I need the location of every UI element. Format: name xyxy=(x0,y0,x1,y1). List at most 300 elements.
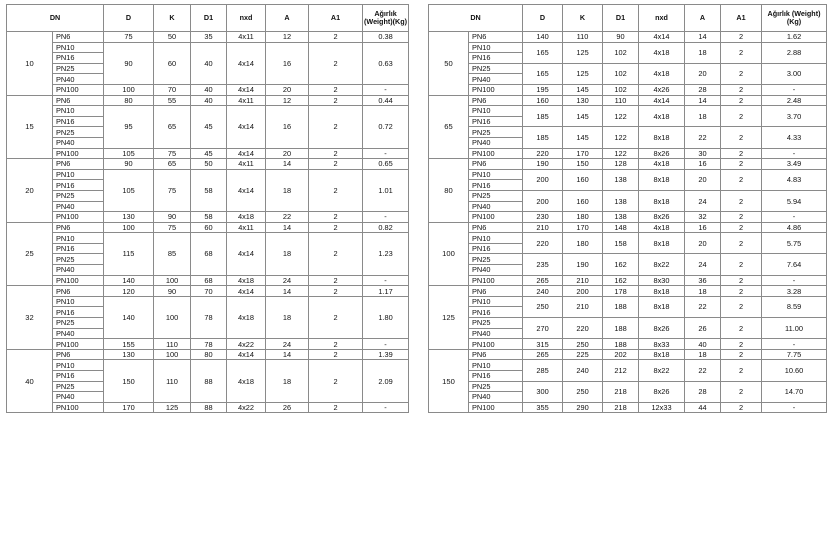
value-cell: - xyxy=(363,275,409,286)
value-cell: 102 xyxy=(603,84,639,95)
value-cell: 4x14 xyxy=(227,148,266,159)
value-cell: 1.80 xyxy=(363,296,409,338)
value-cell: 250 xyxy=(563,339,603,350)
table-row xyxy=(429,95,827,106)
value-cell: 2 xyxy=(721,254,762,275)
value-cell: 5.75 xyxy=(762,233,827,254)
value-cell: 2 xyxy=(721,296,762,317)
dn-cell: 150 xyxy=(429,349,469,413)
value-cell: 22 xyxy=(685,127,721,148)
value-cell: 7.64 xyxy=(762,254,827,275)
column-header: D xyxy=(104,5,154,32)
column-header: A1 xyxy=(309,5,363,32)
value-cell: 110 xyxy=(154,339,191,350)
value-cell: - xyxy=(363,339,409,350)
pn-cell: PN25 xyxy=(469,254,523,265)
value-cell: 220 xyxy=(523,233,563,254)
pn-cell: PN6 xyxy=(53,286,104,297)
dn-cell: 40 xyxy=(7,349,53,413)
value-cell: 4x11 xyxy=(227,32,266,43)
pn-cell: PN40 xyxy=(53,74,104,85)
pn-cell: PN40 xyxy=(469,74,523,85)
pn-cell: PN40 xyxy=(53,137,104,148)
value-cell: 70 xyxy=(154,84,191,95)
value-cell: 2 xyxy=(309,296,363,338)
value-cell: 8x18 xyxy=(639,190,685,211)
value-cell: 2 xyxy=(309,349,363,360)
value-cell: 14 xyxy=(685,95,721,106)
value-cell: 2 xyxy=(309,169,363,211)
value-cell: 100 xyxy=(154,275,191,286)
table-row xyxy=(429,106,827,117)
value-cell: 2.09 xyxy=(363,360,409,402)
column-header: A1 xyxy=(721,5,762,32)
value-cell: 218 xyxy=(603,381,639,402)
value-cell: 8x18 xyxy=(639,296,685,317)
value-cell: 102 xyxy=(603,63,639,84)
pn-cell: PN25 xyxy=(469,381,523,392)
pn-cell: PN10 xyxy=(53,296,104,307)
value-cell: 165 xyxy=(523,63,563,84)
table-row xyxy=(7,402,409,413)
value-cell: 78 xyxy=(191,296,227,338)
value-cell: 4x18 xyxy=(639,63,685,84)
dn-cell: 32 xyxy=(7,286,53,350)
value-cell: 8x22 xyxy=(639,254,685,275)
value-cell: 10.60 xyxy=(762,360,827,381)
pn-cell: PN10 xyxy=(53,360,104,371)
value-cell: 0.72 xyxy=(363,106,409,148)
pn-cell: PN100 xyxy=(53,84,104,95)
value-cell: 20 xyxy=(685,233,721,254)
value-cell: 44 xyxy=(685,402,721,413)
value-cell: 2.48 xyxy=(762,95,827,106)
value-cell: 8x33 xyxy=(639,339,685,350)
value-cell: 24 xyxy=(266,339,309,350)
value-cell: 28 xyxy=(685,84,721,95)
table-row xyxy=(7,286,409,297)
dn-cell: 65 xyxy=(429,95,469,159)
value-cell: 150 xyxy=(563,159,603,170)
flange-table-left xyxy=(6,4,409,413)
value-cell: 4.33 xyxy=(762,127,827,148)
value-cell: 16 xyxy=(685,222,721,233)
value-cell: 2 xyxy=(309,339,363,350)
table-row xyxy=(7,222,409,233)
value-cell: 202 xyxy=(603,349,639,360)
value-cell: 70 xyxy=(191,286,227,297)
table-row xyxy=(429,169,827,180)
table-row xyxy=(7,32,409,43)
pn-cell: PN6 xyxy=(469,286,523,297)
value-cell: 145 xyxy=(563,127,603,148)
value-cell: 68 xyxy=(191,275,227,286)
value-cell: 24 xyxy=(266,275,309,286)
value-cell: 100 xyxy=(154,349,191,360)
value-cell: - xyxy=(762,339,827,350)
column-header: A xyxy=(266,5,309,32)
value-cell: 122 xyxy=(603,106,639,127)
value-cell: 148 xyxy=(603,222,639,233)
table-row xyxy=(429,159,827,170)
value-cell: 55 xyxy=(154,95,191,106)
pn-cell: PN16 xyxy=(469,116,523,127)
value-cell: 26 xyxy=(266,402,309,413)
value-cell: 110 xyxy=(563,32,603,43)
value-cell: 0.65 xyxy=(363,159,409,170)
table-row xyxy=(7,296,409,307)
value-cell: 2 xyxy=(721,318,762,339)
value-cell: 130 xyxy=(104,349,154,360)
pn-cell: PN6 xyxy=(53,159,104,170)
pn-cell: PN6 xyxy=(53,349,104,360)
pn-cell: PN100 xyxy=(469,402,523,413)
table-row xyxy=(7,275,409,286)
value-cell: 7.75 xyxy=(762,349,827,360)
table-row xyxy=(7,233,409,244)
value-cell: 88 xyxy=(191,402,227,413)
value-cell: 2 xyxy=(721,84,762,95)
value-cell: 185 xyxy=(523,106,563,127)
pn-cell: PN100 xyxy=(53,212,104,223)
value-cell: 1.01 xyxy=(363,169,409,211)
value-cell: 2 xyxy=(309,42,363,84)
value-cell: 5.94 xyxy=(762,190,827,211)
value-cell: 170 xyxy=(104,402,154,413)
value-cell: 130 xyxy=(104,212,154,223)
value-cell: 0.44 xyxy=(363,95,409,106)
value-cell: 4x22 xyxy=(227,402,266,413)
value-cell: - xyxy=(363,402,409,413)
table-row xyxy=(429,254,827,265)
value-cell: 8x18 xyxy=(639,169,685,190)
value-cell: 80 xyxy=(191,349,227,360)
pn-cell: PN25 xyxy=(469,190,523,201)
header-row xyxy=(7,5,409,32)
value-cell: 2 xyxy=(721,127,762,148)
value-cell: 8x26 xyxy=(639,381,685,402)
value-cell: 65 xyxy=(154,159,191,170)
value-cell: 2.88 xyxy=(762,42,827,63)
column-header: D xyxy=(523,5,563,32)
value-cell: 3.49 xyxy=(762,159,827,170)
value-cell: 16 xyxy=(266,106,309,148)
pn-cell: PN10 xyxy=(53,42,104,53)
pn-cell: PN6 xyxy=(53,32,104,43)
value-cell: 18 xyxy=(685,286,721,297)
value-cell: 2 xyxy=(721,95,762,106)
value-cell: 95 xyxy=(104,106,154,148)
value-cell: - xyxy=(762,275,827,286)
value-cell: 8x18 xyxy=(639,233,685,254)
value-cell: 4x18 xyxy=(227,296,266,338)
value-cell: 170 xyxy=(563,222,603,233)
value-cell: 235 xyxy=(523,254,563,275)
value-cell: 90 xyxy=(104,159,154,170)
pn-cell: PN100 xyxy=(53,339,104,350)
value-cell: 32 xyxy=(685,212,721,223)
value-cell: 24 xyxy=(685,254,721,275)
pn-cell: PN25 xyxy=(53,63,104,74)
table-row xyxy=(7,148,409,159)
value-cell: 3.28 xyxy=(762,286,827,297)
value-cell: 145 xyxy=(563,106,603,127)
value-cell: 4x18 xyxy=(639,222,685,233)
header-row xyxy=(429,5,827,32)
table-row xyxy=(429,339,827,350)
value-cell: 78 xyxy=(191,339,227,350)
value-cell: 20 xyxy=(266,148,309,159)
table-row xyxy=(7,42,409,53)
pn-cell: PN6 xyxy=(469,32,523,43)
value-cell: 8x26 xyxy=(639,318,685,339)
table-row xyxy=(7,95,409,106)
value-cell: 200 xyxy=(563,286,603,297)
dn-cell: 10 xyxy=(7,32,53,96)
table-row xyxy=(7,360,409,371)
value-cell: 20 xyxy=(685,169,721,190)
value-cell: 180 xyxy=(563,233,603,254)
pn-cell: PN16 xyxy=(469,307,523,318)
column-header: DN xyxy=(7,5,104,32)
dn-cell: 100 xyxy=(429,222,469,286)
pn-cell: PN10 xyxy=(469,42,523,53)
pn-cell: PN40 xyxy=(53,265,104,276)
table-row xyxy=(429,318,827,329)
value-cell: 150 xyxy=(104,360,154,402)
value-cell: - xyxy=(363,148,409,159)
value-cell: 3.00 xyxy=(762,63,827,84)
value-cell: 16 xyxy=(685,159,721,170)
value-cell: 4x18 xyxy=(639,106,685,127)
value-cell: 4x14 xyxy=(227,106,266,148)
value-cell: 4x22 xyxy=(227,339,266,350)
value-cell: 18 xyxy=(266,296,309,338)
value-cell: 18 xyxy=(266,360,309,402)
value-cell: 22 xyxy=(266,212,309,223)
value-cell: 90 xyxy=(603,32,639,43)
value-cell: - xyxy=(363,212,409,223)
value-cell: 2 xyxy=(309,32,363,43)
value-cell: 12 xyxy=(266,32,309,43)
value-cell: 225 xyxy=(563,349,603,360)
table-row xyxy=(7,349,409,360)
value-cell: 138 xyxy=(603,190,639,211)
pn-cell: PN25 xyxy=(53,381,104,392)
value-cell: 58 xyxy=(191,169,227,211)
pn-cell: PN16 xyxy=(469,371,523,382)
pn-cell: PN16 xyxy=(469,53,523,64)
table-row xyxy=(429,32,827,43)
value-cell: 75 xyxy=(104,32,154,43)
value-cell: 4x11 xyxy=(227,159,266,170)
value-cell: 2 xyxy=(721,159,762,170)
table-row xyxy=(429,212,827,223)
value-cell: 158 xyxy=(603,233,639,254)
column-header: nxd xyxy=(227,5,266,32)
value-cell: 2 xyxy=(721,212,762,223)
value-cell: 140 xyxy=(104,275,154,286)
pn-cell: PN100 xyxy=(53,148,104,159)
pn-cell: PN25 xyxy=(469,63,523,74)
value-cell: 250 xyxy=(563,381,603,402)
value-cell: 122 xyxy=(603,148,639,159)
value-cell: 110 xyxy=(603,95,639,106)
value-cell: 40 xyxy=(191,95,227,106)
pn-cell: PN16 xyxy=(53,307,104,318)
value-cell: 8x18 xyxy=(639,349,685,360)
value-cell: 140 xyxy=(104,296,154,338)
dn-cell: 25 xyxy=(7,222,53,286)
value-cell: 130 xyxy=(563,95,603,106)
pn-cell: PN10 xyxy=(53,106,104,117)
value-cell: 265 xyxy=(523,275,563,286)
pn-cell: PN100 xyxy=(469,275,523,286)
pn-cell: PN40 xyxy=(469,265,523,276)
value-cell: 0.82 xyxy=(363,222,409,233)
value-cell: 8x18 xyxy=(639,127,685,148)
value-cell: 0.63 xyxy=(363,42,409,84)
pn-cell: PN100 xyxy=(53,402,104,413)
table-row xyxy=(429,296,827,307)
table-row xyxy=(7,212,409,223)
pn-cell: PN6 xyxy=(469,222,523,233)
value-cell: 8x26 xyxy=(639,148,685,159)
value-cell: 50 xyxy=(191,159,227,170)
value-cell: 250 xyxy=(523,296,563,317)
value-cell: 14 xyxy=(266,222,309,233)
value-cell: 90 xyxy=(154,286,191,297)
table-row xyxy=(429,381,827,392)
value-cell: 2 xyxy=(309,402,363,413)
value-cell: - xyxy=(762,84,827,95)
pn-cell: PN25 xyxy=(53,127,104,138)
pn-cell: PN25 xyxy=(53,190,104,201)
table-row xyxy=(429,127,827,138)
value-cell: 12 xyxy=(266,95,309,106)
value-cell: 20 xyxy=(266,84,309,95)
value-cell: 212 xyxy=(603,360,639,381)
value-cell: 4x18 xyxy=(639,159,685,170)
value-cell: 75 xyxy=(154,169,191,211)
value-cell: 188 xyxy=(603,318,639,339)
value-cell: 18 xyxy=(685,106,721,127)
value-cell: 2 xyxy=(721,275,762,286)
value-cell: 2 xyxy=(721,63,762,84)
value-cell: 290 xyxy=(563,402,603,413)
value-cell: 50 xyxy=(154,32,191,43)
value-cell: 355 xyxy=(523,402,563,413)
table-row xyxy=(7,106,409,117)
value-cell: 2 xyxy=(309,84,363,95)
value-cell: 2 xyxy=(309,360,363,402)
value-cell: 4.83 xyxy=(762,169,827,190)
value-cell: 195 xyxy=(523,84,563,95)
value-cell: 188 xyxy=(603,339,639,350)
table-row xyxy=(429,63,827,74)
dn-cell: 15 xyxy=(7,95,53,159)
value-cell: 2 xyxy=(309,286,363,297)
table-row xyxy=(429,148,827,159)
pn-cell: PN6 xyxy=(53,95,104,106)
value-cell: 16 xyxy=(266,42,309,84)
value-cell: 60 xyxy=(154,42,191,84)
value-cell: 2 xyxy=(721,106,762,127)
value-cell: 105 xyxy=(104,148,154,159)
pn-cell: PN40 xyxy=(53,328,104,339)
value-cell: 4x14 xyxy=(227,169,266,211)
value-cell: 220 xyxy=(523,148,563,159)
table-row xyxy=(429,275,827,286)
value-cell: 4x14 xyxy=(227,84,266,95)
value-cell: 8x22 xyxy=(639,360,685,381)
value-cell: 22 xyxy=(685,360,721,381)
pn-cell: PN25 xyxy=(53,254,104,265)
value-cell: 165 xyxy=(523,42,563,63)
column-header: Ağırlık (Weight)(Kg) xyxy=(363,5,409,32)
value-cell: 2 xyxy=(721,233,762,254)
value-cell: 30 xyxy=(685,148,721,159)
pn-cell: PN100 xyxy=(469,84,523,95)
column-header: K xyxy=(154,5,191,32)
value-cell: 40 xyxy=(191,84,227,95)
value-cell: 8x30 xyxy=(639,275,685,286)
table-row xyxy=(429,222,827,233)
value-cell: 2 xyxy=(721,339,762,350)
pn-cell: PN6 xyxy=(469,349,523,360)
value-cell: 2 xyxy=(721,402,762,413)
value-cell: 2 xyxy=(309,233,363,275)
pn-cell: PN40 xyxy=(53,201,104,212)
pn-cell: PN40 xyxy=(469,392,523,403)
value-cell: 4x14 xyxy=(639,32,685,43)
value-cell: 20 xyxy=(685,63,721,84)
value-cell: 240 xyxy=(563,360,603,381)
value-cell: 2 xyxy=(721,349,762,360)
flange-table-right xyxy=(428,4,827,413)
value-cell: 90 xyxy=(154,212,191,223)
value-cell: 1.62 xyxy=(762,32,827,43)
value-cell: 100 xyxy=(154,296,191,338)
value-cell: 2 xyxy=(309,95,363,106)
value-cell: 4x11 xyxy=(227,222,266,233)
pn-cell: PN10 xyxy=(53,169,104,180)
value-cell: 145 xyxy=(563,84,603,95)
value-cell: 88 xyxy=(191,360,227,402)
value-cell: 40 xyxy=(685,339,721,350)
value-cell: 1.17 xyxy=(363,286,409,297)
pn-cell: PN40 xyxy=(469,137,523,148)
table-row xyxy=(429,190,827,201)
pn-cell: PN40 xyxy=(469,201,523,212)
column-header: D1 xyxy=(603,5,639,32)
column-header: Ağırlık (Weight)(Kg) xyxy=(762,5,827,32)
value-cell: 1.23 xyxy=(363,233,409,275)
value-cell: 58 xyxy=(191,212,227,223)
value-cell: 65 xyxy=(154,106,191,148)
value-cell: 138 xyxy=(603,212,639,223)
value-cell: 185 xyxy=(523,127,563,148)
pn-cell: PN10 xyxy=(469,360,523,371)
value-cell: 2 xyxy=(721,190,762,211)
value-cell: 36 xyxy=(685,275,721,286)
value-cell: 2 xyxy=(309,159,363,170)
value-cell: 45 xyxy=(191,106,227,148)
value-cell: 190 xyxy=(523,159,563,170)
value-cell: 120 xyxy=(104,286,154,297)
value-cell: 75 xyxy=(154,222,191,233)
pn-cell: PN10 xyxy=(469,169,523,180)
